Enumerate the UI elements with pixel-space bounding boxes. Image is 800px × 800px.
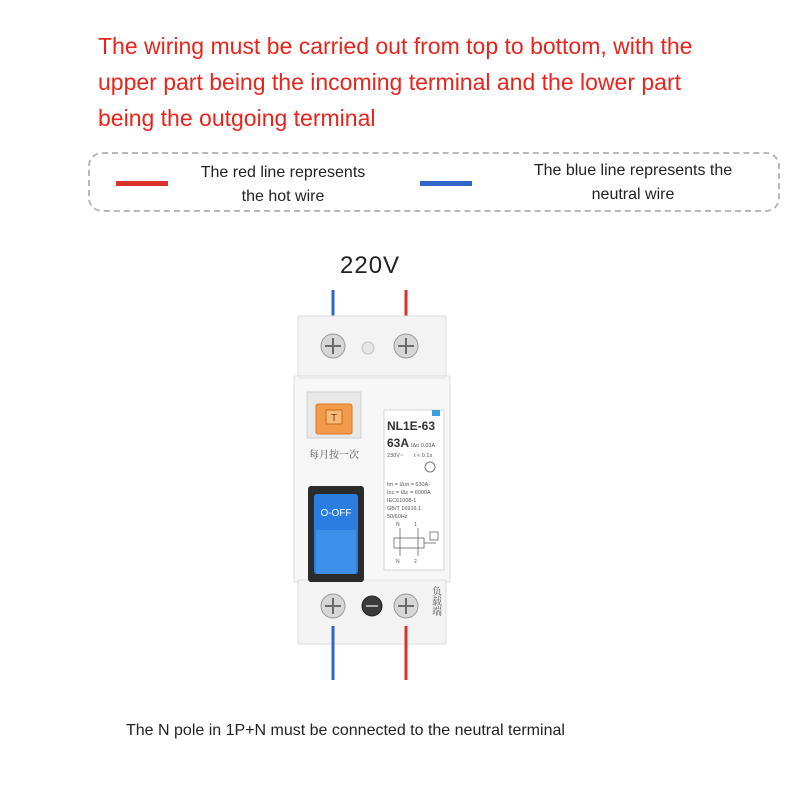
short-circuit-capacity: Inc = IΔc = 6000A <box>387 490 431 496</box>
supply-voltage-label: 220V <box>340 252 401 279</box>
current-rating: 63A <box>387 436 410 450</box>
schematic-label-top-1: 1 <box>414 522 417 528</box>
top-terminal-screw-left <box>321 334 345 358</box>
test-button-letter: T <box>330 413 338 424</box>
rated-voltage: 230V~ <box>387 453 404 459</box>
top-center-hole <box>362 342 374 354</box>
red-legend-line1: The red line represents <box>200 164 366 181</box>
wiring-instruction-line: upper part being the incoming terminal and the lower part <box>98 69 682 95</box>
wiring-instruction-line: being the outgoing terminal <box>98 105 376 131</box>
trip-time: t < 0.1s <box>414 453 433 459</box>
blue-legend-line1: The blue line represents the <box>533 162 733 179</box>
red-legend-line2: the hot wire <box>241 188 325 205</box>
standard-gbt: GB/T 16916.1 <box>387 506 422 512</box>
top-terminal-screw-right <box>394 334 418 358</box>
neutral-pole-note: The N pole in 1P+N must be connected to the neutral terminal <box>126 722 565 739</box>
schematic-label-bottom-n: N <box>396 559 400 565</box>
bottom-center-screw <box>362 596 382 616</box>
blue-legend-line2: neutral wire <box>591 186 675 203</box>
bottom-terminal-screw-right <box>394 594 418 618</box>
switch-position-label: O-OFF <box>320 508 352 519</box>
making-capacity: Im = IΔm = 630A <box>387 482 429 488</box>
model-number: NL1E-63 <box>387 419 436 433</box>
wiring-instruction-line: The wiring must be carried out from top to bottom, with the <box>98 33 693 59</box>
standard-iec: IEC61008-1 <box>387 498 417 504</box>
schematic-label-top-n: N <box>396 522 400 528</box>
frequency: 50/60Hz <box>387 514 408 520</box>
schematic-label-bottom-2: 2 <box>414 559 417 565</box>
load-side-label: 负载端 <box>429 586 441 616</box>
status-indicator <box>432 410 440 416</box>
residual-current: IΔn 0.03A <box>411 443 436 449</box>
bottom-terminal-screw-left <box>321 594 345 618</box>
monthly-test-label: 每月按一次 <box>309 450 359 461</box>
